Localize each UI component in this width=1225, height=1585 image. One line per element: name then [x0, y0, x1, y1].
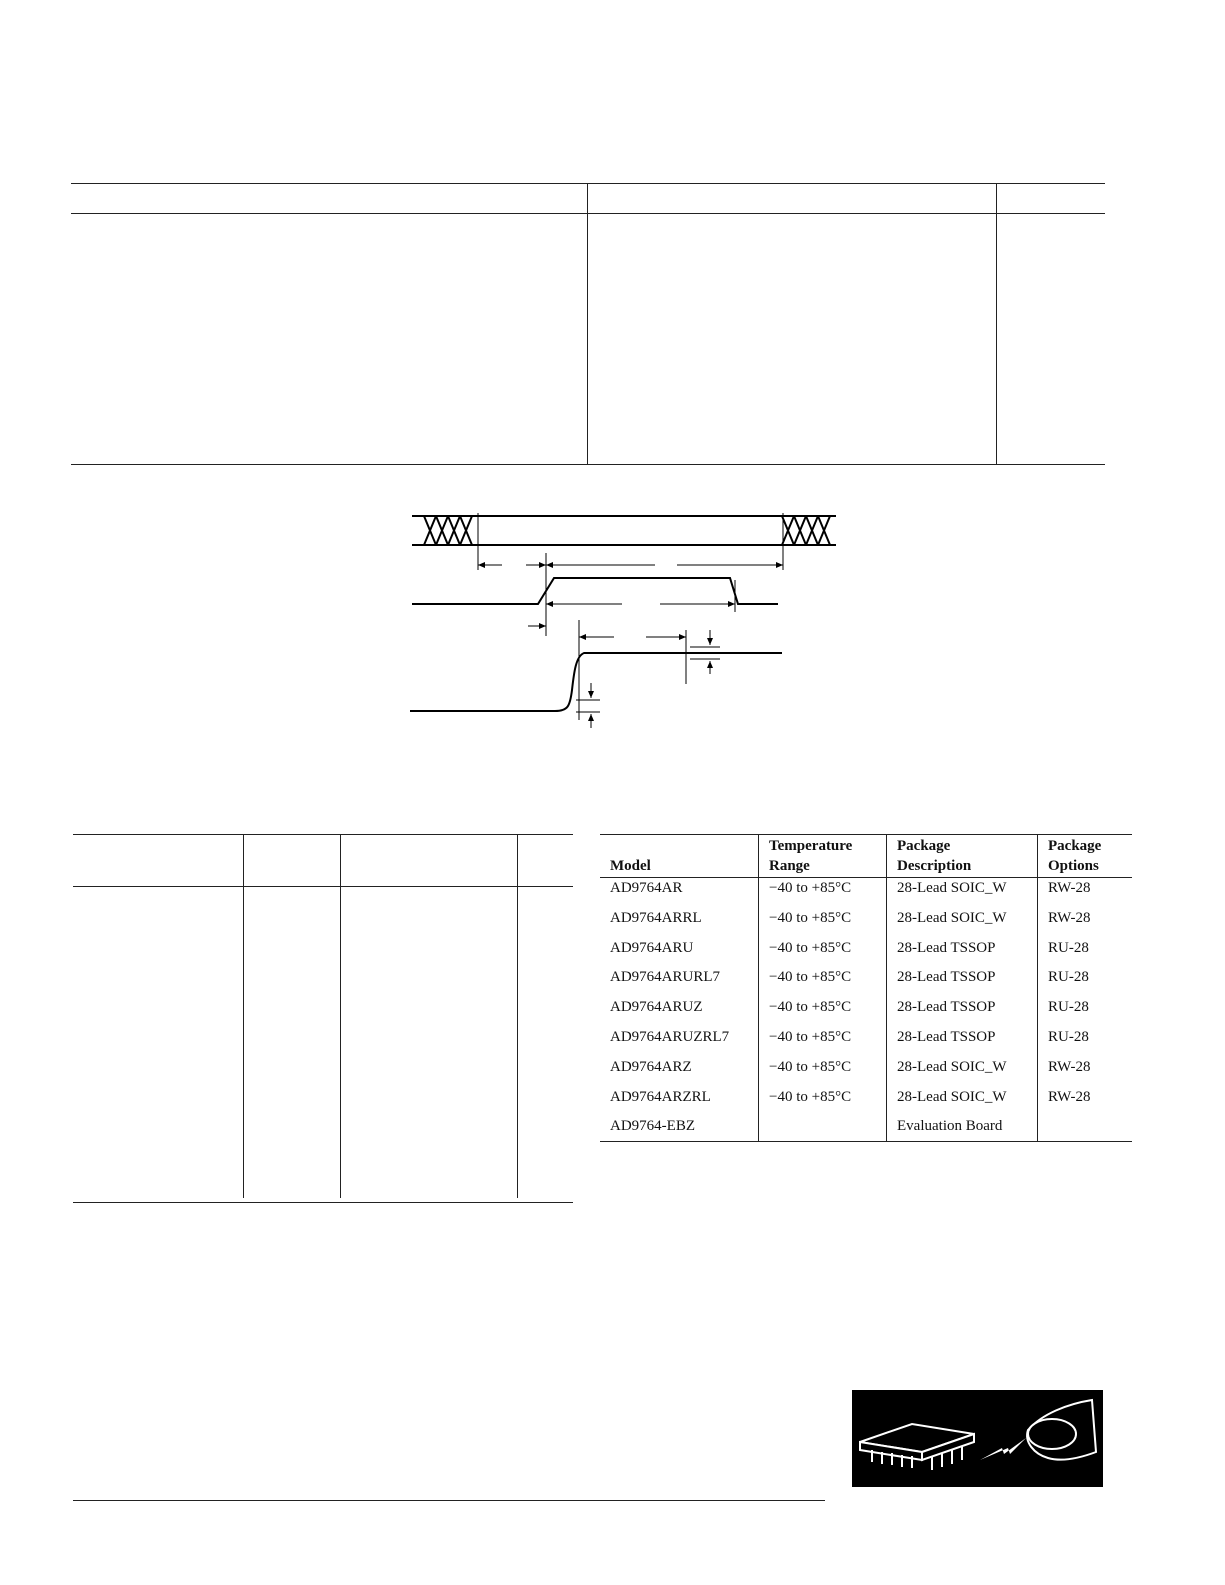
column-header-package-options: Package Options	[1038, 835, 1133, 878]
package-option-cell: RW-28	[1038, 1058, 1133, 1088]
package-description-cell: 28-Lead TSSOP	[887, 998, 1038, 1028]
arrowhead-icon	[539, 623, 546, 629]
arrowhead-icon	[707, 661, 713, 668]
model-cell: AD9764ARZRL	[610, 1088, 711, 1105]
table-row	[600, 998, 1132, 1028]
column-header-model: Model	[600, 835, 759, 878]
temperature-cell: −40 to +85°C	[759, 909, 887, 939]
spec-table-header-rule	[71, 213, 1105, 214]
package-description-cell: 28-Lead SOIC_W	[887, 1088, 1038, 1118]
column-header-temperature-range: Temperature Range	[759, 835, 887, 878]
package-option-cell: RW-28	[1038, 1088, 1133, 1118]
esd-caution-icon	[852, 1390, 1103, 1487]
table-row	[600, 878, 1132, 909]
timing-diagram	[400, 505, 850, 740]
clock-waveform	[412, 578, 778, 604]
footer-rule	[73, 1500, 825, 1501]
table-row	[600, 939, 1132, 969]
table-row	[600, 1117, 1132, 1142]
temperature-cell: −40 to +85°C	[759, 878, 887, 909]
esd-caution-logo	[852, 1390, 1103, 1487]
package-option-cell: RU-28	[1038, 1028, 1133, 1058]
arrowhead-icon	[776, 562, 783, 568]
temperature-cell: −40 to +85°C	[759, 1028, 887, 1058]
package-option-cell	[1038, 1117, 1133, 1142]
package-option-cell: RU-28	[1038, 968, 1133, 998]
thermal-table-bottom-rule	[73, 1202, 573, 1203]
model-cell: AD9764ARUZ	[610, 999, 703, 1016]
temperature-cell: −40 to +85°C	[759, 1058, 887, 1088]
spec-table-top-rule	[71, 183, 1105, 184]
output-waveform	[410, 653, 782, 711]
thermal-table-col-divider	[517, 834, 518, 1198]
package-description-cell: 28-Lead TSSOP	[887, 968, 1038, 998]
temperature-cell: −40 to +85°C	[759, 1088, 887, 1118]
spec-table-col-divider	[996, 183, 997, 465]
model-cell: AD9764ARU	[610, 939, 694, 956]
table-row	[600, 1088, 1132, 1118]
spec-table-bottom-rule	[71, 464, 1105, 465]
ordering-header-row	[600, 835, 1132, 878]
thermal-table-col-divider	[243, 834, 244, 1198]
package-option-cell: RW-28	[1038, 878, 1133, 909]
arrowhead-icon	[728, 601, 735, 607]
thermal-table-col-divider	[340, 834, 341, 1198]
model-cell: AD9764ARZ	[610, 1058, 692, 1075]
package-description-cell: Evaluation Board	[887, 1117, 1038, 1142]
arrowhead-icon	[707, 638, 713, 645]
model-cell: AD9764ARUZRL7	[610, 1028, 730, 1045]
arrowhead-icon	[546, 601, 553, 607]
spec-table-col-divider	[587, 183, 588, 465]
temperature-cell: −40 to +85°C	[759, 998, 887, 1028]
arrowhead-icon	[679, 634, 686, 640]
package-option-cell: RW-28	[1038, 909, 1133, 939]
arrowhead-icon	[478, 562, 485, 568]
temperature-cell: −40 to +85°C	[759, 939, 887, 969]
package-description-cell: 28-Lead SOIC_W	[887, 1058, 1038, 1088]
package-description-cell: 28-Lead TSSOP	[887, 939, 1038, 969]
lightning-bolt-icon	[980, 1438, 1026, 1460]
thermal-table-top-rule	[73, 834, 573, 835]
data-bus-waveform	[412, 516, 836, 545]
column-header-package-description: Package Description	[887, 835, 1038, 878]
table-row	[600, 909, 1132, 939]
package-option-cell: RU-28	[1038, 998, 1133, 1028]
ordering-guide-table	[600, 834, 1132, 1142]
model-cell: AD9764AR	[610, 880, 683, 896]
arrowhead-icon	[588, 714, 594, 721]
temperature-cell	[759, 1117, 887, 1142]
arrowhead-icon	[588, 691, 594, 698]
model-cell: AD9764ARURL7	[610, 969, 721, 986]
package-description-cell: 28-Lead TSSOP	[887, 1028, 1038, 1058]
table-row	[600, 1028, 1132, 1058]
package-option-cell: RU-28	[1038, 939, 1133, 969]
arrowhead-icon	[539, 562, 546, 568]
model-cell: AD9764-EBZ	[600, 1117, 759, 1142]
thermal-table-header-rule	[73, 886, 573, 887]
table-row	[600, 1058, 1132, 1088]
arrowhead-icon	[546, 562, 553, 568]
arrowhead-icon	[579, 634, 586, 640]
package-description-cell: 28-Lead SOIC_W	[887, 878, 1038, 909]
model-cell: AD9764ARRL	[610, 909, 702, 926]
temperature-cell: −40 to +85°C	[759, 968, 887, 998]
table-row	[600, 968, 1132, 998]
package-description-cell: 28-Lead SOIC_W	[887, 909, 1038, 939]
